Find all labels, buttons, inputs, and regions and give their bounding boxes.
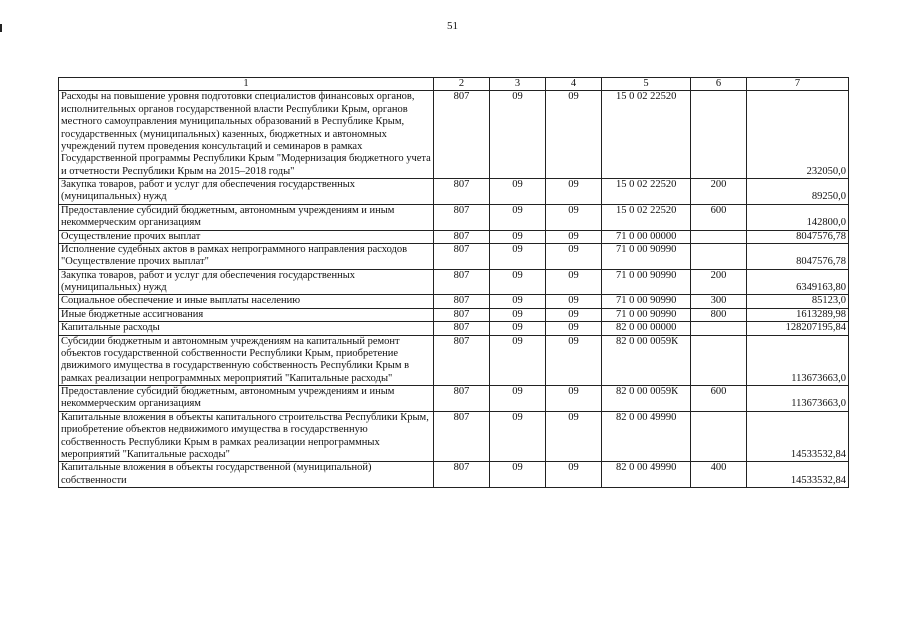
expense-name-cell: Расходы на повышение уровня подготовки специалистов финансовых органов, исполнительных органов государственной власти Республики Крым, органов местного самоуправления муниципальных образований в Республике Крым, государственных (муниципальных) казенных, бюджетных и автономных учреждений путем проведения консультаций и семинаров в рамках Государственной программы Республики Крым "Модернизация бюджетного учета и отчетности Республики Крым на 2015–2018 годы" <box>59 91 434 179</box>
expense-type-cell: 400 <box>691 462 747 488</box>
expense-type-cell <box>691 411 747 462</box>
grbs-code-cell: 807 <box>434 295 490 308</box>
grbs-code-cell: 807 <box>434 322 490 335</box>
table-row <box>59 295 849 308</box>
target-article-cell: 71 0 00 00000 <box>602 230 691 243</box>
subsection-code-cell: 09 <box>546 91 602 179</box>
amount-cell: 8047576,78 <box>747 243 849 269</box>
table-body <box>59 78 849 488</box>
section-code-cell: 09 <box>490 269 546 295</box>
subsection-code-cell: 09 <box>546 322 602 335</box>
amount-cell: 89250,0 <box>747 179 849 205</box>
target-article-cell: 71 0 00 90990 <box>602 308 691 321</box>
amount-cell: 128207195,84 <box>747 322 849 335</box>
subsection-code-cell: 09 <box>546 269 602 295</box>
header-cell-2: 2 <box>434 78 490 91</box>
grbs-code-cell: 807 <box>434 462 490 488</box>
target-article-cell: 15 0 02 22520 <box>602 204 691 230</box>
amount-cell: 142800,0 <box>747 204 849 230</box>
section-code-cell: 09 <box>490 335 546 386</box>
table-row <box>59 462 849 488</box>
expense-name-cell: Капитальные вложения в объекты капитального строительства Республики Крым, приобретение объектов недвижимого имущества в государственную собственность Республики Крым в рамках реализации непрограммных мероприятий "Капитальные расходы" <box>59 411 434 462</box>
amount-cell: 232050,0 <box>747 91 849 179</box>
expense-name-cell: Субсидии бюджетным и автономным учреждениям на капитальный ремонт объектов государственной собственности Республики Крым, приобретение движимого имущества в государственную собственность Республики Крым в рамках реализации непрограммных мероприятий "Капитальные расходы" <box>59 335 434 386</box>
grbs-code-cell: 807 <box>434 243 490 269</box>
amount-cell: 8047576,78 <box>747 230 849 243</box>
grbs-code-cell: 807 <box>434 335 490 386</box>
table-row <box>59 91 849 179</box>
header-cell-3: 3 <box>490 78 546 91</box>
header-cell-7: 7 <box>747 78 849 91</box>
grbs-code-cell: 807 <box>434 179 490 205</box>
expense-type-cell <box>691 322 747 335</box>
subsection-code-cell: 09 <box>546 230 602 243</box>
section-code-cell: 09 <box>490 411 546 462</box>
target-article-cell: 71 0 00 90990 <box>602 269 691 295</box>
expense-name-cell: Закупка товаров, работ и услуг для обеспечения государственных (муниципальных) нужд <box>59 179 434 205</box>
amount-cell: 6349163,80 <box>747 269 849 295</box>
subsection-code-cell: 09 <box>546 335 602 386</box>
section-code-cell: 09 <box>490 462 546 488</box>
expense-type-cell <box>691 243 747 269</box>
expense-type-cell: 200 <box>691 179 747 205</box>
target-article-cell: 82 0 00 0059К <box>602 386 691 412</box>
target-article-cell: 15 0 02 22520 <box>602 91 691 179</box>
target-article-cell: 82 0 00 49990 <box>602 462 691 488</box>
header-cell-5: 5 <box>602 78 691 91</box>
table-row <box>59 230 849 243</box>
target-article-cell: 82 0 00 0059К <box>602 335 691 386</box>
budget-table <box>58 77 849 488</box>
target-article-cell: 82 0 00 00000 <box>602 322 691 335</box>
expense-type-cell <box>691 91 747 179</box>
grbs-code-cell: 807 <box>434 386 490 412</box>
target-article-cell: 15 0 02 22520 <box>602 179 691 205</box>
section-code-cell: 09 <box>490 295 546 308</box>
expense-name-cell: Предоставление субсидий бюджетным, автономным учреждениям и иным некоммерческим организациям <box>59 386 434 412</box>
expense-name-cell: Осуществление прочих выплат <box>59 230 434 243</box>
amount-cell: 14533532,84 <box>747 411 849 462</box>
table-row <box>59 322 849 335</box>
subsection-code-cell: 09 <box>546 204 602 230</box>
grbs-code-cell: 807 <box>434 269 490 295</box>
table-row <box>59 204 849 230</box>
section-code-cell: 09 <box>490 179 546 205</box>
expense-name-cell: Капитальные вложения в объекты государственной (муниципальной) собственности <box>59 462 434 488</box>
table-row <box>59 335 849 386</box>
amount-cell: 1613289,98 <box>747 308 849 321</box>
header-cell-4: 4 <box>546 78 602 91</box>
section-code-cell: 09 <box>490 386 546 412</box>
subsection-code-cell: 09 <box>546 462 602 488</box>
amount-cell: 14533532,84 <box>747 462 849 488</box>
section-code-cell: 09 <box>490 243 546 269</box>
expense-type-cell <box>691 230 747 243</box>
section-code-cell: 09 <box>490 322 546 335</box>
table-row <box>59 179 849 205</box>
expense-name-cell: Предоставление субсидий бюджетным, автономным учреждениям и иным некоммерческим организациям <box>59 204 434 230</box>
header-row <box>59 78 849 91</box>
target-article-cell: 82 0 00 49990 <box>602 411 691 462</box>
expense-type-cell: 300 <box>691 295 747 308</box>
expense-type-cell: 600 <box>691 204 747 230</box>
target-article-cell: 71 0 00 90990 <box>602 295 691 308</box>
expense-type-cell: 200 <box>691 269 747 295</box>
expense-name-cell: Социальное обеспечение и иные выплаты населению <box>59 295 434 308</box>
grbs-code-cell: 807 <box>434 230 490 243</box>
subsection-code-cell: 09 <box>546 308 602 321</box>
section-code-cell: 09 <box>490 308 546 321</box>
expense-name-cell: Закупка товаров, работ и услуг для обеспечения государственных (муниципальных) нужд <box>59 269 434 295</box>
subsection-code-cell: 09 <box>546 243 602 269</box>
expense-type-cell: 800 <box>691 308 747 321</box>
subsection-code-cell: 09 <box>546 386 602 412</box>
header-cell-6: 6 <box>691 78 747 91</box>
header-cell-1: 1 <box>59 78 434 91</box>
table-row <box>59 269 849 295</box>
target-article-cell: 71 0 00 90990 <box>602 243 691 269</box>
grbs-code-cell: 807 <box>434 411 490 462</box>
expense-name-cell: Капитальные расходы <box>59 322 434 335</box>
subsection-code-cell: 09 <box>546 295 602 308</box>
grbs-code-cell: 807 <box>434 308 490 321</box>
table-row <box>59 308 849 321</box>
table-row <box>59 411 849 462</box>
section-code-cell: 09 <box>490 204 546 230</box>
expense-type-cell: 600 <box>691 386 747 412</box>
grbs-code-cell: 807 <box>434 204 490 230</box>
section-code-cell: 09 <box>490 230 546 243</box>
section-code-cell: 09 <box>490 91 546 179</box>
grbs-code-cell: 807 <box>434 91 490 179</box>
amount-cell: 85123,0 <box>747 295 849 308</box>
amount-cell: 113673663,0 <box>747 386 849 412</box>
table-row <box>59 243 849 269</box>
subsection-code-cell: 09 <box>546 179 602 205</box>
expense-name-cell: Иные бюджетные ассигнования <box>59 308 434 321</box>
amount-cell: 113673663,0 <box>747 335 849 386</box>
subsection-code-cell: 09 <box>546 411 602 462</box>
page-number: 51 <box>447 20 458 32</box>
table-row <box>59 386 849 412</box>
expense-name-cell: Исполнение судебных актов в рамках непрограммного направления расходов "Осуществление прочих выплат" <box>59 243 434 269</box>
expense-type-cell <box>691 335 747 386</box>
